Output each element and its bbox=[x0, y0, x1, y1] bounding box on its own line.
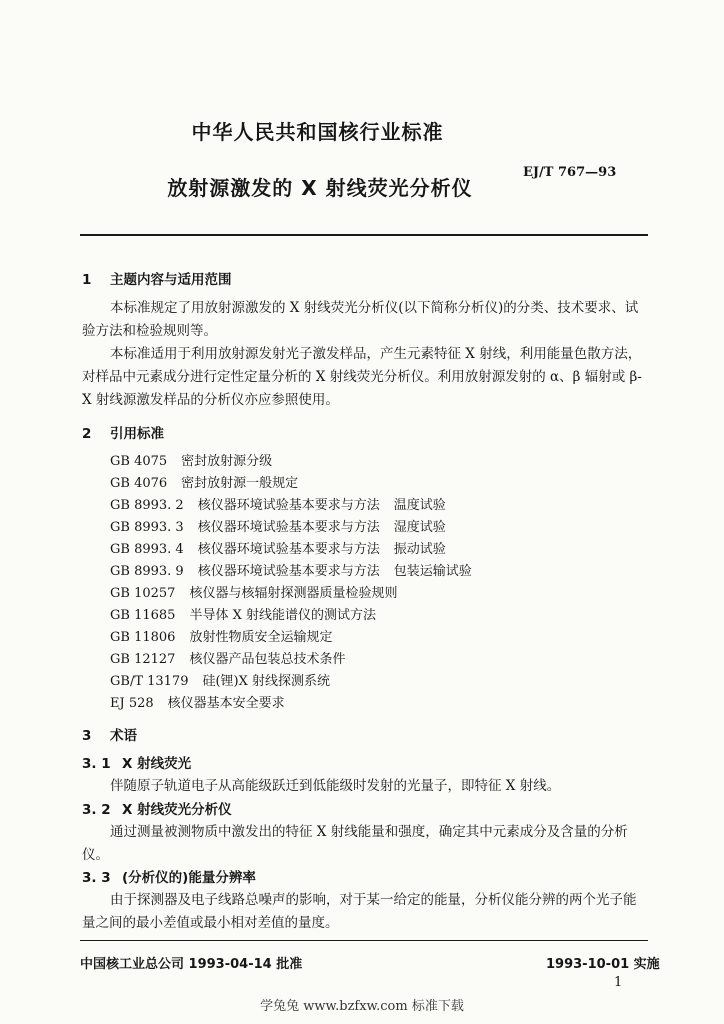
reference-code: EJ 528 bbox=[110, 696, 154, 711]
term-title: X 射线荧光 bbox=[122, 756, 192, 772]
reference-title: 半导体 X 射线能谱仪的测试方法 bbox=[189, 608, 376, 623]
reference-title: 硅(锂)X 射线探测系统 bbox=[202, 674, 331, 689]
section-1-paragraph: 本标准规定了用放射源激发的 X 射线荧光分析仪(以下简称分析仪)的分类、技术要求、试验方法和检验规则等。 bbox=[82, 300, 639, 339]
reference-code: GB 10257 bbox=[110, 586, 176, 601]
term-3-3-heading bbox=[82, 866, 256, 886]
term-3-2-heading bbox=[82, 798, 232, 818]
reference-code: GB 11685 bbox=[110, 608, 176, 623]
term-3-1-definition bbox=[82, 775, 648, 798]
section-1-heading bbox=[82, 268, 232, 288]
reference-title: 核仪器基本安全要求 bbox=[167, 696, 285, 711]
reference-subtitle: 温度试验 bbox=[393, 498, 446, 513]
reference-item bbox=[110, 495, 472, 517]
reference-title: 核仪器与核辐射探测器质量检验规则 bbox=[189, 586, 398, 601]
reference-subtitle: 振动试验 bbox=[393, 542, 446, 557]
section-2-heading bbox=[82, 422, 164, 442]
reference-code: GB 11806 bbox=[110, 630, 176, 645]
term-title: X 射线荧光分析仪 bbox=[122, 802, 232, 818]
reference-item bbox=[110, 561, 472, 583]
term-number: 3. 3 bbox=[82, 870, 111, 886]
term-number: 3. 2 bbox=[82, 802, 111, 818]
footer-rule bbox=[80, 940, 648, 941]
section-1-title: 主题内容与适用范围 bbox=[110, 272, 232, 288]
reference-title: 核仪器环境试验基本要求与方法 bbox=[197, 520, 380, 535]
term-3-2-definition bbox=[82, 821, 648, 867]
reference-code: GB 4076 bbox=[110, 476, 168, 491]
reference-list bbox=[110, 451, 472, 715]
reference-item bbox=[110, 539, 472, 561]
term-3-1-heading bbox=[82, 752, 191, 772]
reference-item bbox=[110, 627, 472, 649]
reference-subtitle: 包装运输试验 bbox=[393, 564, 472, 579]
reference-code: GB 8993. 2 bbox=[110, 498, 184, 513]
reference-item bbox=[110, 605, 472, 627]
reference-code: GB 8993. 9 bbox=[110, 564, 184, 579]
reference-item bbox=[110, 671, 472, 693]
section-1-paragraph: 本标准适用于利用放射源发射光子激发样品，产生元素特征 X 射线，利用能量色散方法，对样品中元素成分进行定性定量分析的 X 射线荧光分析仪。利用放射源发射的 α、β 辐射或 β-X 射线源激发样品的分析仪亦应参照使用。 bbox=[82, 346, 642, 408]
approval-line: 中国核工业总公司 1993-04-14 批准 bbox=[80, 957, 303, 972]
page-number: 1 bbox=[614, 975, 623, 990]
reference-title: 放射性物质安全运输规定 bbox=[189, 630, 333, 645]
document-code: EJ/T 767—93 bbox=[523, 165, 617, 180]
reference-code: GB 8993. 3 bbox=[110, 520, 184, 535]
document-title: 放射源激发的 X 射线荧光分析仪 bbox=[167, 176, 473, 200]
term-title: (分析仪的)能量分辨率 bbox=[122, 870, 256, 886]
reference-item bbox=[110, 583, 472, 605]
reference-title: 核仪器产品包装总技术条件 bbox=[189, 652, 346, 667]
section-3-number: 3 bbox=[82, 728, 92, 744]
reference-title: 核仪器环境试验基本要求与方法 bbox=[197, 564, 380, 579]
reference-title: 密封放射源一般规定 bbox=[181, 476, 299, 491]
reference-code: GB 12127 bbox=[110, 652, 176, 667]
term-definition: 由于探测器及电子线路总噪声的影响，对于某一给定的能量，分析仪能分辨的两个光子能量之间的最小差值或最小相对差值的量度。 bbox=[82, 892, 637, 931]
section-2-number: 2 bbox=[82, 426, 92, 442]
reference-title: 核仪器环境试验基本要求与方法 bbox=[197, 542, 380, 557]
term-definition: 伴随原子轨道电子从高能级跃迁到低能级时发射的光量子，即特征 X 射线。 bbox=[110, 778, 561, 794]
header-rule bbox=[80, 234, 648, 236]
section-2-title: 引用标准 bbox=[110, 426, 164, 442]
org-title: 中华人民共和国核行业标准 bbox=[191, 120, 444, 144]
term-definition: 通过测量被测物质中激发出的特征 X 射线能量和强度，确定其中元素成分及含量的分析仪。 bbox=[82, 824, 628, 863]
section-3-heading bbox=[82, 724, 137, 744]
reference-subtitle: 湿度试验 bbox=[393, 520, 446, 535]
section-1-number: 1 bbox=[82, 272, 92, 288]
implementation-date: 1993-10-01 实施 bbox=[546, 957, 660, 972]
reference-item bbox=[110, 473, 472, 495]
reference-code: GB 8993. 4 bbox=[110, 542, 184, 557]
term-number: 3. 1 bbox=[82, 756, 111, 772]
section-3-title: 术语 bbox=[110, 728, 137, 744]
reference-title: 核仪器环境试验基本要求与方法 bbox=[197, 498, 380, 513]
section-1-body bbox=[82, 297, 648, 412]
reference-item bbox=[110, 451, 472, 473]
term-3-3-definition bbox=[82, 889, 648, 935]
reference-item bbox=[110, 517, 472, 539]
reference-code: GB 4075 bbox=[110, 454, 168, 469]
reference-item bbox=[110, 649, 472, 671]
reference-title: 密封放射源分级 bbox=[181, 454, 273, 469]
reference-item bbox=[110, 693, 472, 715]
reference-code: GB/T 13179 bbox=[110, 674, 189, 689]
site-watermark-link[interactable]: 学兔兔 www.bzfxw.com 标准下载 bbox=[260, 999, 464, 1014]
